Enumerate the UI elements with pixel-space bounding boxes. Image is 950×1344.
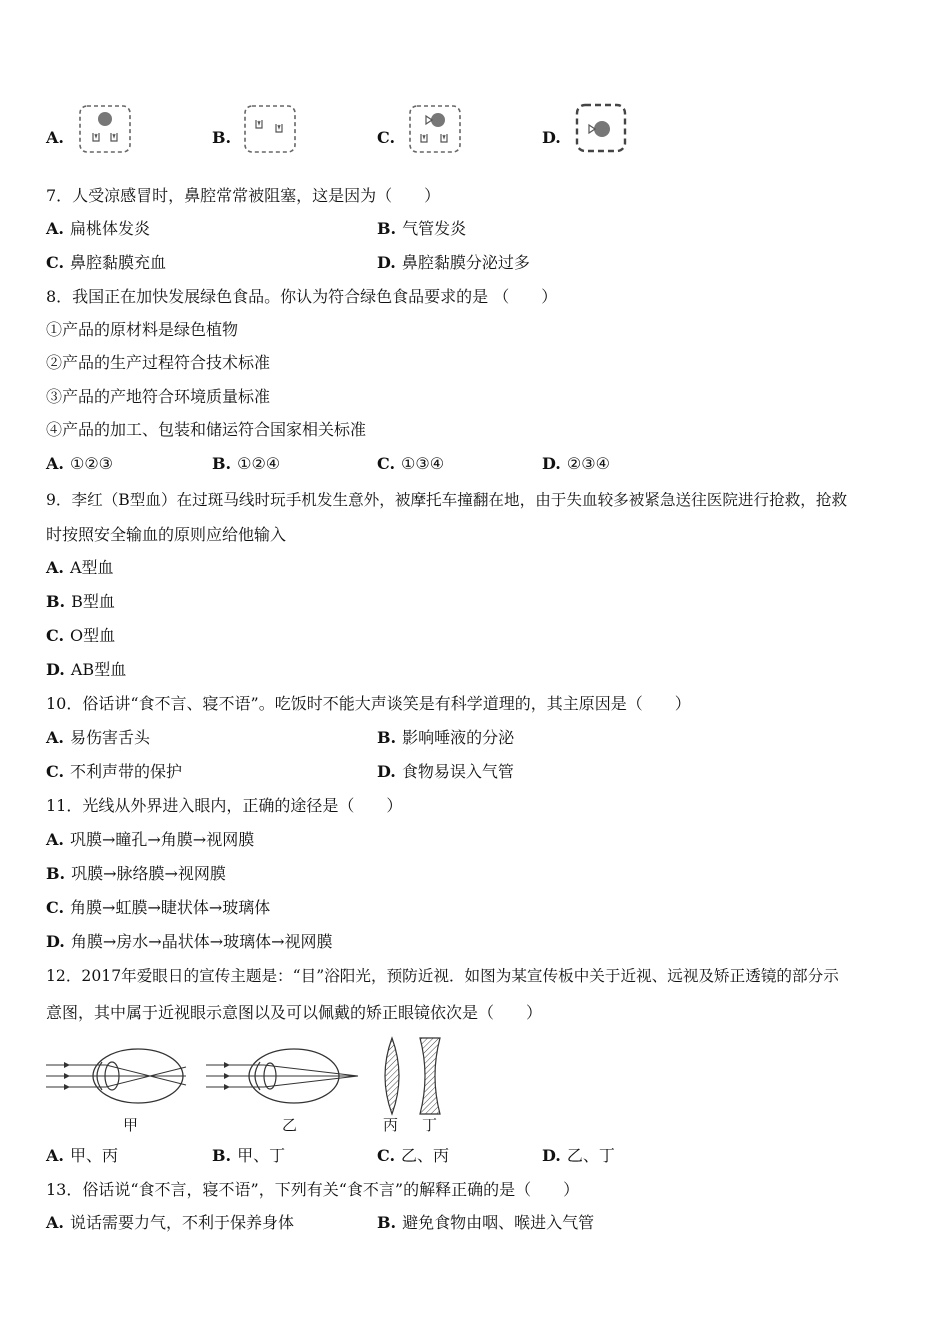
q6-figure-c (408, 104, 462, 154)
q6-option-b[interactable]: B. (212, 128, 232, 147)
q8-option-d[interactable]: D. ②③④ (542, 454, 610, 473)
q12-caption-yi: 乙 (282, 1116, 298, 1134)
q12-option-a[interactable]: A. 甲、丙 (46, 1146, 118, 1165)
q6-figure-b (243, 104, 297, 154)
q7-option-c[interactable]: C. 鼻腔黏膜充血 (46, 253, 167, 272)
q13-option-a[interactable]: A. 说话需要力气，不利于保养身体 (46, 1213, 294, 1232)
q10-option-d[interactable]: D. 食物易误入气管 (377, 762, 514, 781)
q8-item: ①产品的原材料是绿色植物 (46, 320, 239, 339)
q11-option-c[interactable]: C. 角膜→虹膜→睫状体→玻璃体 (46, 898, 271, 917)
q6-figure-d (574, 102, 628, 154)
q11-option-d[interactable]: D. 角膜→房水→晶状体→玻璃体→视网膜 (46, 932, 333, 951)
q12-figure-myopia-eye (46, 1046, 191, 1106)
q12-caption-jia: 甲 (123, 1116, 139, 1134)
q12-stem-line2: 意图，其中属于近视眼示意图以及可以佩戴的矫正眼镜依次是（ ） (46, 1003, 543, 1022)
q6-figure-a (78, 104, 132, 154)
q8-option-c[interactable]: C. ①③④ (377, 454, 445, 473)
q8-option-b[interactable]: B. ①②④ (212, 454, 281, 473)
q9-stem-line2: 时按照安全输血的原则应给他输入 (46, 525, 287, 544)
q12-option-d[interactable]: D. 乙、丁 (542, 1146, 615, 1165)
q11-stem: 11．光线从外界进入眼内，正确的途径是（ ） (46, 796, 403, 815)
q12-caption-ding: 丁 (422, 1116, 438, 1134)
q13-stem: 13．俗话说“食不言，寝不语”，下列有关“食不言”的解释正确的是（ ） (46, 1180, 580, 1199)
q6-option-c[interactable]: C. (377, 128, 396, 147)
q11-option-a[interactable]: A. 巩膜→瞳孔→角膜→视网膜 (46, 830, 255, 849)
q12-figure-concave-lens (418, 1036, 442, 1116)
q11-option-b[interactable]: B. 巩膜→脉络膜→视网膜 (46, 864, 226, 883)
q12-option-c[interactable]: C. 乙、丙 (377, 1146, 450, 1165)
q7-option-a[interactable]: A. 扁桃体发炎 (46, 219, 150, 238)
q8-stem: 8．我国正在加快发展绿色食品。你认为符合绿色食品要求的是 （ ） (46, 287, 558, 306)
q10-option-a[interactable]: A. 易伤害舌头 (46, 728, 150, 747)
q8-item: ②产品的生产过程符合技术标准 (46, 353, 271, 372)
q9-option-a[interactable]: A. A型血 (46, 558, 114, 577)
q7-option-d[interactable]: D. 鼻腔黏膜分泌过多 (377, 253, 530, 272)
q9-option-b[interactable]: B. B型血 (46, 592, 115, 611)
q9-stem-line1: 9．李红（B型血）在过斑马线时玩手机发生意外，被摩托车撞翻在地，由于失血较多被紧急送往医院进行抢救，抢救 (46, 491, 848, 509)
q7-option-b[interactable]: B. 气管发炎 (377, 219, 467, 238)
q10-stem: 10．俗话讲“食不言、寝不语”。吃饭时不能大声谈笑是有科学道理的，其主原因是（ ） (46, 694, 691, 713)
q12-caption-bing: 丙 (383, 1116, 399, 1134)
q8-item: ④产品的加工、包装和储运符合国家相关标准 (46, 420, 367, 439)
q7-stem: 7．人受凉感冒时，鼻腔常常被阻塞，这是因为（ ） (46, 186, 441, 205)
q12-stem-line1: 12．2017年爱眼日的宣传主题是：“目”浴阳光，预防近视．如图为某宣传板中关于近视、远视及矫正透镜的部分示 (46, 967, 839, 985)
q12-figure-convex-lens (380, 1036, 404, 1116)
q9-option-c[interactable]: C. O型血 (46, 626, 116, 645)
q9-option-d[interactable]: D. AB型血 (46, 660, 127, 679)
q6-option-a[interactable]: A. (46, 128, 64, 147)
q12-option-b[interactable]: B. 甲、丁 (212, 1146, 286, 1165)
q13-option-b[interactable]: B. 避免食物由咽、喉进入气管 (377, 1213, 595, 1232)
q10-option-c[interactable]: C. 不利声带的保护 (46, 762, 183, 781)
q10-option-b[interactable]: B. 影响唾液的分泌 (377, 728, 515, 747)
q6-option-d[interactable]: D. (542, 128, 561, 147)
q8-item: ③产品的产地符合环境质量标准 (46, 387, 271, 406)
q8-option-a[interactable]: A. ①②③ (46, 454, 114, 473)
q12-figure-hyperopia-eye (206, 1046, 366, 1106)
